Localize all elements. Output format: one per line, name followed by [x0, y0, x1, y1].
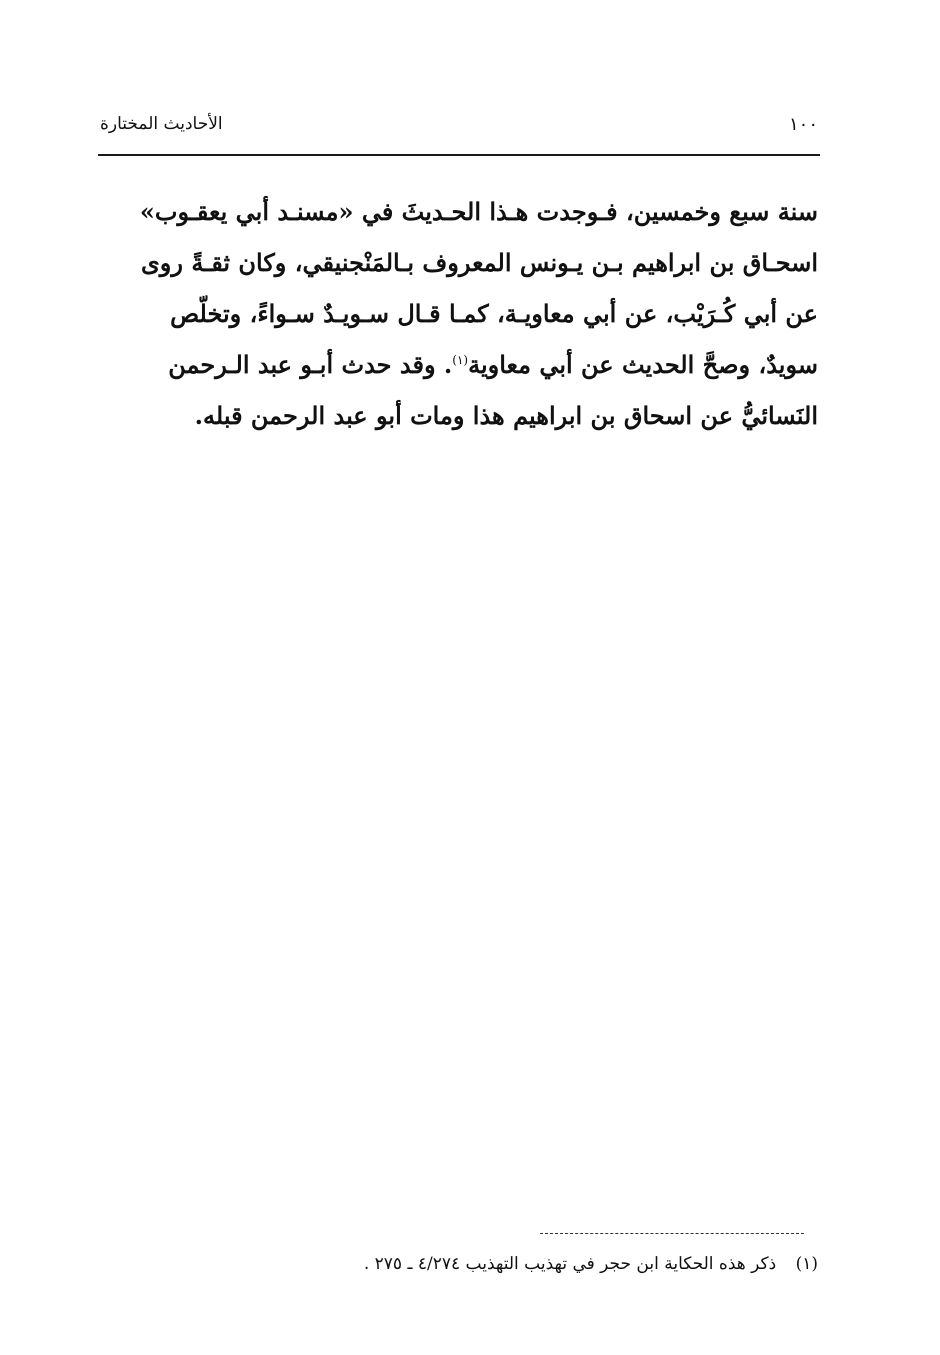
- footnote-separator: [540, 1233, 804, 1234]
- footnote-marker: (١): [795, 1254, 818, 1274]
- body-text: [100, 186, 818, 441]
- body-line-5: النَسائيُّ عن اسحاق بن ابراهيم هذا ومات أبو عبد الرحمن قبله.: [194, 401, 818, 430]
- footnote-reference[interactable]: (١): [452, 353, 469, 367]
- footnote-text: ذكر هذه الحكاية ابن حجر في تهذيب التهذيب ٤/٢٧٤ ـ ٢٧٥ .: [363, 1254, 777, 1274]
- body-line-3: عن أبي كُـرَيْب، عن أبي معاويـة، كمـا قـال سـويـدٌ سـواءً، وتخلّص: [170, 299, 818, 328]
- body-line-4-text: سويدٌ، وصحَّ الحديث عن أبي معاوية: [468, 350, 818, 379]
- body-line-2: اسحـاق بن ابراهيم بـن يـونس المعروف بـالمَنْجنيقي، وكان ثقـةً روى: [141, 248, 818, 277]
- body-line-1: سنة سبع وخمسين، فـوجدت هـذا الحـديثَ في «مسنـد أبي يعقـوب»: [139, 197, 818, 226]
- body-line-4: [100, 339, 818, 390]
- running-head: [100, 110, 818, 144]
- header-rule: [98, 154, 820, 156]
- running-title: الأحاديث المختارة: [100, 114, 223, 134]
- body-line-4-tail: . وقد حدث أبـو عبد الـرحمن: [168, 350, 453, 379]
- footnote: [240, 1250, 818, 1278]
- page-number: ١٠٠: [788, 114, 818, 135]
